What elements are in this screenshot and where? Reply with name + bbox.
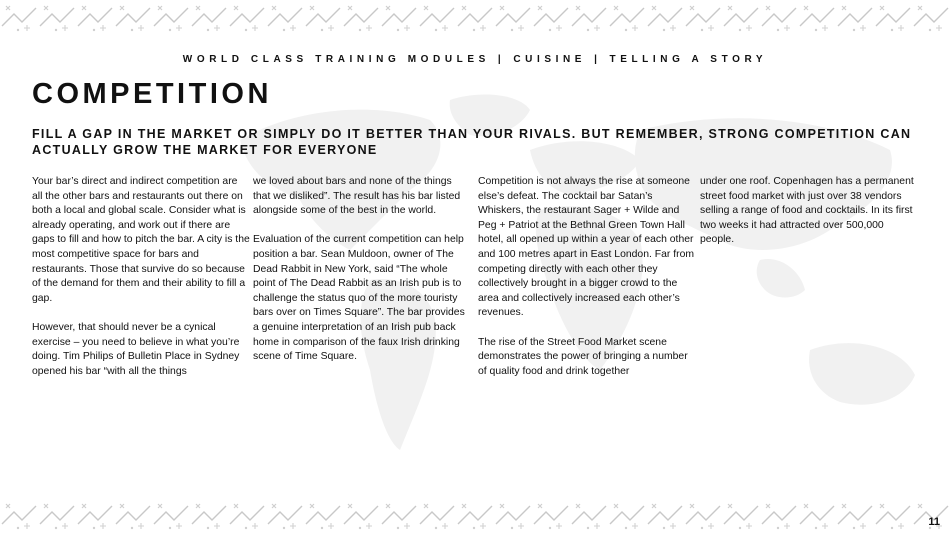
body-paragraph-4: Competition is not always the rise at someone else’s defeat. The cocktail bar Satan’s Whiskers, the restaurant Sager + Wilde and Peg + Patriot at the Bethnal Green Town Hall hotel, all opened up within a year of each other and 100 metres apart in East London. Far from competing directly with each other they collectively brought in a bigger crowd to the area and collectively increased each other’s revenues. [478, 176, 695, 319]
decorative-pattern-bottom [0, 498, 950, 534]
header-item-story: TELLING A STORY [609, 54, 768, 65]
page-subtitle: FILL A GAP IN THE MARKET OR SIMPLY DO IT BETTER THAN YOUR RIVALS. BUT REMEMBER, STRONG COMPETITION CAN ACTUALLY GROW THE MARKET FOR EVERYONE [32, 127, 912, 157]
module-header [0, 54, 950, 65]
body-paragraph-2-start: However, that should never be a cynical exercise – you need to believe in what you’re doing. Tim Philips of Bulletin Place in Sydney opened his bar “with all the things [32, 321, 240, 377]
header-item-cuisine: CUISINE [513, 54, 587, 65]
body-paragraph-5-end: under one roof. Copenhagen has a permanent street food market with just over 38 vendors selling a range of food and cocktails. In its first two weeks it had attracted over 500,000 people. [700, 176, 914, 246]
header-separator: | [497, 54, 506, 65]
header-item-modules: WORLD CLASS TRAINING MODULES [182, 54, 490, 65]
body-paragraph-5-start: The rise of the Street Food Market scene demonstrates the power of bringing a number of quality food and drink together [478, 336, 688, 377]
body-paragraph-2-end: we loved about bars and none of the things that we disliked”. The result has his bar listed alongside some of the best in the world. [253, 176, 461, 217]
text-column-3 [478, 175, 696, 394]
page-title: COMPETITION [32, 78, 272, 110]
body-paragraph-3: Evaluation of the current competition can help position a bar. Sean Muldoon, owner of The Dead Rabbit in New York, said “The whole point of The Dead Rabbit as an Irish pub is to challenge the status quo of the more touristy bars over on Times Square”. The bar provides a genuine interpretation of an Irish pub back home in comparison of the faux Irish drinking scene of Time Square. [253, 234, 465, 363]
top-pattern-band [0, 0, 950, 36]
header-separator: | [594, 54, 602, 65]
bottom-pattern-band [0, 498, 950, 534]
text-column-4 [700, 175, 918, 263]
text-column-1 [32, 175, 250, 394]
decorative-pattern-top [0, 0, 950, 36]
text-column-2 [253, 175, 471, 379]
body-paragraph-1: Your bar’s direct and indirect competition are all the other bars and restaurants out there on both a local and global scale. Consider what is already operating, and work out if there are gaps to fill and how to pitch the bar. A city is the most competitive space for bars and restaurants. Those that survive do so because of the demand for them and their ability to fill a gap. [32, 176, 250, 304]
page-number: 11 [928, 516, 940, 528]
